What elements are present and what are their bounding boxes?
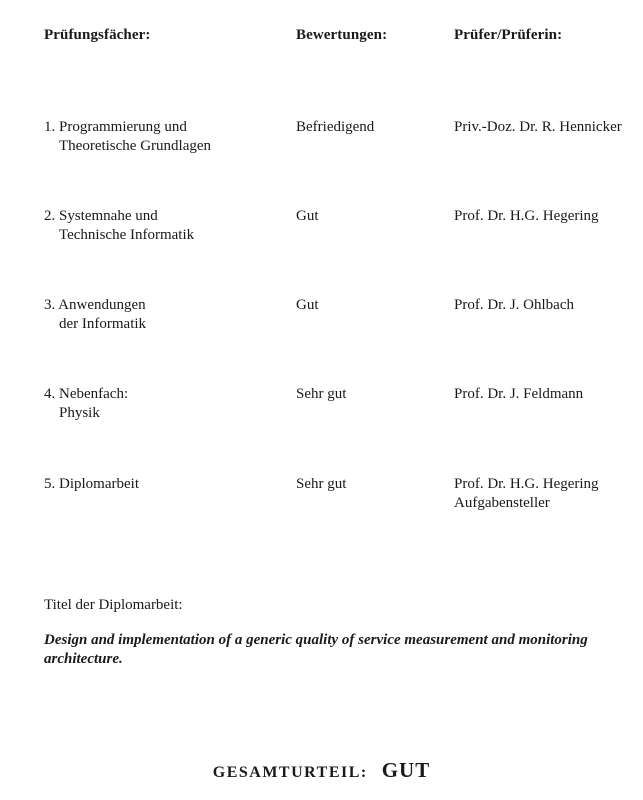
header-examiners: Prüfer/Prüferin:: [454, 27, 563, 43]
subject-line-1: 4. Nebenfach:: [44, 386, 129, 402]
header-grades: Bewertungen:: [296, 27, 388, 43]
examiner-line-1: Priv.-Doz. Dr. R. Hennicker: [454, 119, 622, 135]
examiner-cell: [454, 385, 639, 404]
subject-line-2: Theoretische Grundlagen: [59, 138, 212, 154]
subject-line-1: 5. Diplomarbeit: [44, 476, 139, 492]
header-subjects: Prüfungsfächer:: [44, 27, 151, 43]
grade-cell: Gut: [296, 297, 319, 313]
subject-line-1: 2. Systemnahe und: [44, 208, 158, 224]
subject-cell: [44, 118, 284, 156]
thesis-title-label: Titel der Diplomarbeit:: [44, 597, 183, 613]
examiner-cell: [454, 475, 639, 513]
subject-line-2: Physik: [59, 405, 100, 421]
subject-cell: [44, 385, 284, 423]
subject-line-1: 1. Programmierung und: [44, 119, 187, 135]
subject-cell: [44, 475, 284, 494]
examiner-line-1: Prof. Dr. J. Ohlbach: [454, 297, 574, 313]
examiner-cell: [454, 118, 639, 137]
grade-cell: Gut: [296, 208, 319, 224]
subject-line-1: 3. Anwendungen: [44, 297, 146, 313]
overall-grade: [0, 758, 643, 783]
examiner-cell: [454, 207, 639, 226]
examiner-line-1: Prof. Dr. H.G. Hegering: [454, 476, 599, 492]
examiner-line-2: Aufgabensteller: [454, 495, 550, 511]
subject-cell: [44, 296, 284, 334]
grade-cell: Sehr gut: [296, 476, 347, 492]
subject-line-2: Technische Informatik: [59, 227, 195, 243]
subject-cell: [44, 207, 284, 245]
grade-cell: Befriedigend: [296, 119, 375, 135]
examiner-line-1: Prof. Dr. H.G. Hegering: [454, 208, 599, 224]
examiner-cell: [454, 296, 639, 315]
overall-grade-label: GESAMTURTEIL:: [212, 764, 368, 781]
thesis-title: Design and implementation of a generic quality of service measurement and monitoring architecture.: [44, 632, 588, 667]
grade-cell: Sehr gut: [296, 386, 347, 402]
examiner-line-1: Prof. Dr. J. Feldmann: [454, 386, 584, 402]
subject-line-2: der Informatik: [59, 316, 147, 332]
overall-grade-value: GUT: [381, 758, 431, 782]
